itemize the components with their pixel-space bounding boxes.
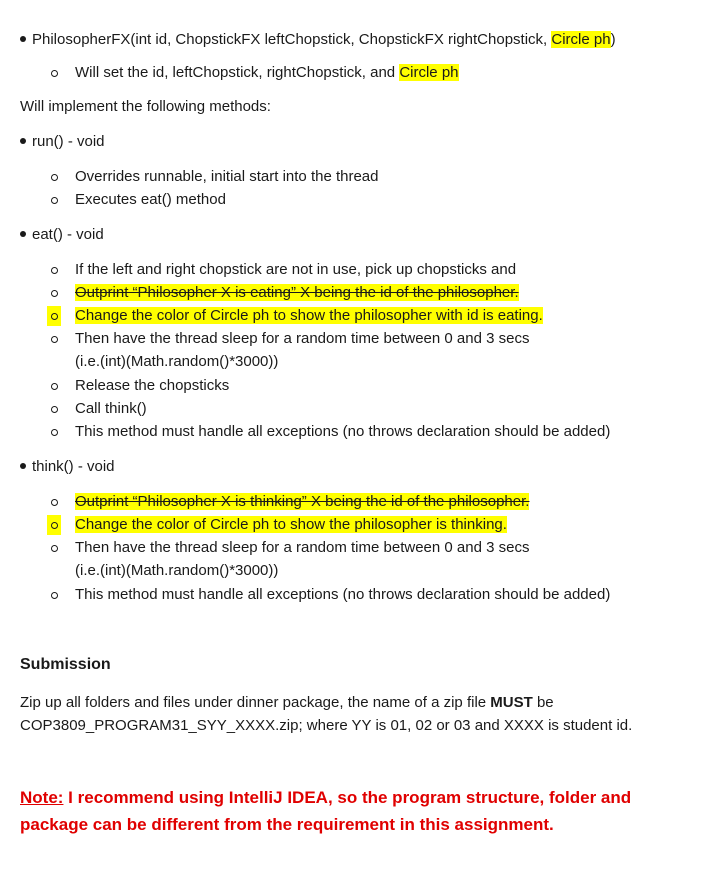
bullet-icon	[20, 138, 26, 144]
circle-bullet-icon	[51, 313, 58, 320]
run-item: Overrides runnable, initial start into the thread	[75, 168, 379, 185]
note-label: Note:	[20, 788, 64, 807]
eat-item: Call think()	[75, 400, 147, 417]
constructor-sub: Will set the id, leftChopstick, rightChopstick, and Circle ph	[75, 64, 459, 81]
think-heading: think() - void	[20, 457, 115, 477]
circle-bullet-icon	[51, 383, 58, 390]
bullet-icon	[20, 36, 26, 42]
highlight-circle-ph: Circle ph	[399, 64, 459, 81]
circle-bullet-icon	[51, 290, 58, 297]
eat-item-struck: Outprint “Philosopher X is eating” X being the id of the philosopher.	[75, 284, 519, 301]
eat-item-highlight: Change the color of Circle ph to show the philosopher with id is eating.	[75, 307, 543, 324]
run-heading: run() - void	[20, 132, 105, 152]
note-line-1: Note: I recommend using IntelliJ IDEA, so the program structure, folder and	[20, 788, 632, 807]
circle-bullet-icon	[51, 70, 58, 77]
think-item-struck: Outprint “Philosopher X is thinking” X being the id of the philosopher.	[75, 493, 530, 510]
eat-item: Then have the thread sleep for a random time between 0 and 3 secs	[75, 330, 530, 347]
intro-text: Will implement the following methods:	[20, 98, 271, 115]
think-item-highlight: Change the color of Circle ph to show the philosopher is thinking.	[75, 516, 507, 533]
circle-bullet-icon	[51, 545, 58, 552]
circle-bullet-icon	[51, 267, 58, 274]
circle-bullet-icon	[51, 406, 58, 413]
circle-bullet-icon	[51, 592, 58, 599]
eat-item: If the left and right chopstick are not in use, pick up chopsticks and	[75, 261, 517, 278]
think-item-continued: (i.e.(int)(Math.random()*3000))	[75, 562, 279, 579]
constructor-line: PhilosopherFX(int id, ChopstickFX leftChopstick, ChopstickFX rightChopstick, Circle ph)	[20, 30, 616, 50]
highlight-circle-ph: Circle ph	[551, 31, 611, 48]
note-line-2: package can be different from the requirement in this assignment.	[20, 815, 554, 834]
submission-line-2: COP3809_PROGRAM31_SYY_XXXX.zip; where YY is 01, 02 or 03 and XXXX is student id.	[20, 717, 633, 734]
bullet-icon	[20, 463, 26, 469]
circle-bullet-icon	[51, 336, 58, 343]
run-item: Executes eat() method	[75, 191, 226, 208]
circle-bullet-icon	[51, 429, 58, 436]
circle-bullet-icon	[51, 174, 58, 181]
eat-heading: eat() - void	[20, 225, 104, 245]
bullet-icon	[20, 231, 26, 237]
submission-heading: Submission	[20, 656, 111, 673]
eat-item-continued: (i.e.(int)(Math.random()*3000))	[75, 353, 279, 370]
circle-bullet-icon	[51, 499, 58, 506]
think-item: Then have the thread sleep for a random time between 0 and 3 secs	[75, 539, 530, 556]
circle-bullet-icon	[51, 197, 58, 204]
think-item: This method must handle all exceptions (no throws declaration should be added)	[75, 586, 611, 603]
circle-bullet-icon	[51, 522, 58, 529]
eat-item: Release the chopsticks	[75, 377, 230, 394]
submission-line-1: Zip up all folders and files under dinner package, the name of a zip file MUST be	[20, 694, 554, 711]
eat-item: This method must handle all exceptions (no throws declaration should be added)	[75, 423, 611, 440]
